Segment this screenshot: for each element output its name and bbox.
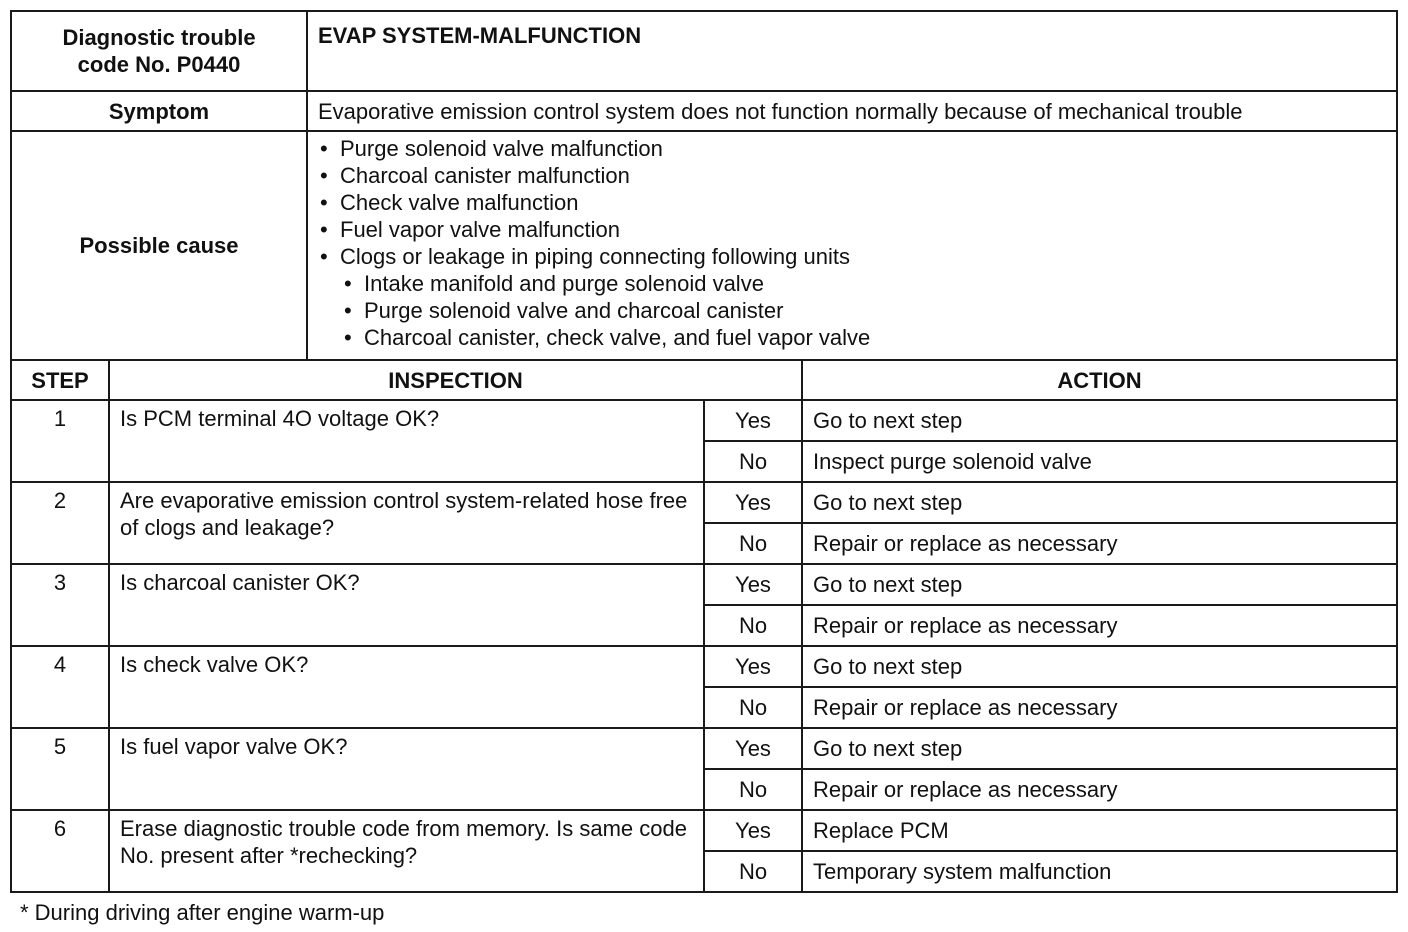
yes-label: Yes — [704, 564, 802, 605]
code-label: Diagnostic trouble code No. P0440 — [11, 11, 307, 91]
yes-action: Go to next step — [802, 564, 1397, 605]
no-label: No — [704, 441, 802, 482]
inspection-text: Are evaporative emission control system-related hose free of clogs and leakage? — [109, 482, 704, 564]
yes-action: Go to next step — [802, 400, 1397, 441]
sub-cause-item: • Charcoal canister, check valve, and fuel vapor valve — [342, 324, 1396, 351]
yes-action: Go to next step — [802, 728, 1397, 769]
footnote: * During driving after engine warm-up — [20, 900, 385, 925]
no-action: Repair or replace as necessary — [802, 523, 1397, 564]
cause-list — [308, 132, 1396, 354]
no-label: No — [704, 851, 802, 892]
yes-label: Yes — [704, 728, 802, 769]
cause-item: • Fuel vapor valve malfunction — [318, 216, 1396, 243]
step-number: 6 — [11, 810, 109, 892]
inspection-text: Is check valve OK? — [109, 646, 704, 728]
step-number: 1 — [11, 400, 109, 482]
diagnostic-sheet — [10, 10, 1396, 893]
table-row — [11, 810, 1397, 851]
no-action: Temporary system malfunction — [802, 851, 1397, 892]
no-action: Inspect purge solenoid valve — [802, 441, 1397, 482]
step-number: 4 — [11, 646, 109, 728]
yes-label: Yes — [704, 482, 802, 523]
step-number: 2 — [11, 482, 109, 564]
symptom-label: Symptom — [11, 91, 307, 131]
no-label: No — [704, 769, 802, 810]
sub-cause-item: • Intake manifold and purge solenoid valve — [342, 270, 1396, 297]
no-action: Repair or replace as necessary — [802, 687, 1397, 728]
step-column-header: STEP — [11, 360, 109, 400]
cause-item: • Clogs or leakage in piping connecting following units — [318, 243, 1396, 270]
no-label: No — [704, 687, 802, 728]
yes-action: Go to next step — [802, 482, 1397, 523]
table-row — [11, 728, 1397, 769]
cause-label: Possible cause — [11, 131, 307, 360]
step-number: 3 — [11, 564, 109, 646]
table-row — [11, 482, 1397, 523]
inspection-text: Is PCM terminal 4O voltage OK? — [109, 400, 704, 482]
yes-action: Go to next step — [802, 646, 1397, 687]
yes-label: Yes — [704, 646, 802, 687]
header-table — [10, 10, 1398, 361]
symptom-text: Evaporative emission control system does not function normally because of mechanical trouble — [307, 91, 1397, 131]
table-row — [11, 646, 1397, 687]
cause-cell — [307, 131, 1397, 360]
page-title: EVAP SYSTEM-MALFUNCTION — [307, 11, 1397, 91]
no-label: No — [704, 523, 802, 564]
cause-item: • Check valve malfunction — [318, 189, 1396, 216]
no-action: Repair or replace as necessary — [802, 605, 1397, 646]
table-row — [11, 400, 1397, 441]
inspection-column-header: INSPECTION — [109, 360, 802, 400]
inspection-text: Is charcoal canister OK? — [109, 564, 704, 646]
yes-action: Replace PCM — [802, 810, 1397, 851]
action-column-header: ACTION — [802, 360, 1397, 400]
step-number: 5 — [11, 728, 109, 810]
table-row — [11, 564, 1397, 605]
cause-item: • Purge solenoid valve malfunction — [318, 135, 1396, 162]
no-label: No — [704, 605, 802, 646]
steps-table — [10, 359, 1398, 893]
sub-cause-item: • Purge solenoid valve and charcoal canister — [342, 297, 1396, 324]
cause-item: • Charcoal canister malfunction — [318, 162, 1396, 189]
inspection-text: Is fuel vapor valve OK? — [109, 728, 704, 810]
yes-label: Yes — [704, 400, 802, 441]
yes-label: Yes — [704, 810, 802, 851]
no-action: Repair or replace as necessary — [802, 769, 1397, 810]
inspection-text: Erase diagnostic trouble code from memory. Is same code No. present after *rechecking? — [109, 810, 704, 892]
